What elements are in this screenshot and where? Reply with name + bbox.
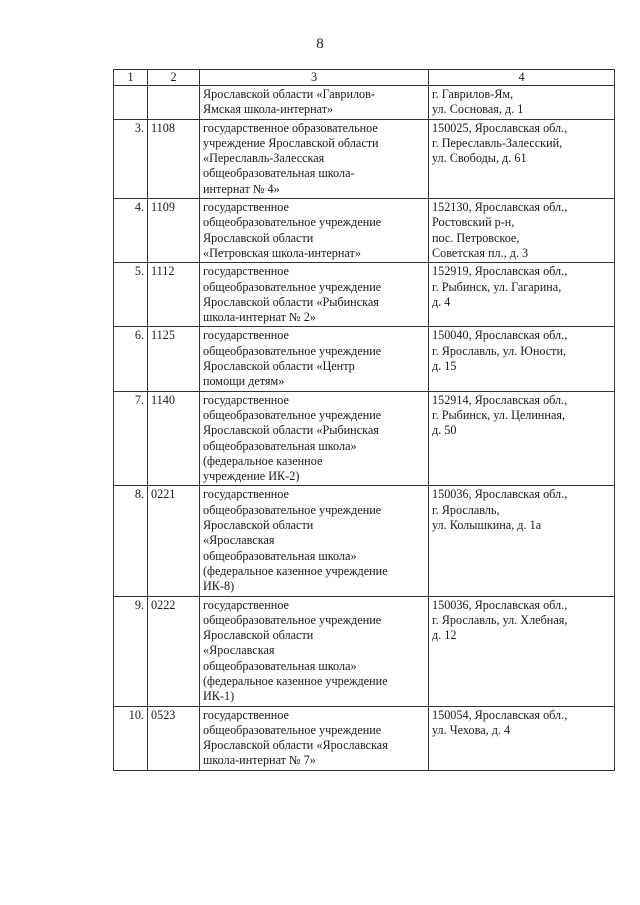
institution-name-line: государственное: [203, 264, 289, 279]
institution-address-line: Советская пл., д. 3: [432, 245, 529, 260]
institution-address-line: ул. Свободы, д. 61: [432, 151, 527, 166]
table-row: [114, 86, 615, 120]
institution-code: 0221: [148, 486, 200, 596]
institution-code: 1112: [148, 263, 200, 327]
row-number: 10.: [114, 706, 148, 770]
column-header-4: 4: [429, 70, 615, 86]
institution-name-line: Ямская школа-интернат»: [203, 102, 334, 117]
institution-code: 0523: [148, 706, 200, 770]
institution-name-line: интернат № 4»: [203, 181, 280, 196]
institution-address-line: пос. Петровское,: [432, 230, 520, 245]
table-row: [114, 486, 615, 596]
institution-address: [429, 706, 615, 770]
institution-address-line: г. Переславль-Залесский,: [432, 135, 563, 150]
institution-address-line: 152919, Ярославская обл.,: [432, 264, 568, 279]
institution-name-line: школа-интернат № 2»: [203, 310, 316, 325]
institution-code: 1109: [148, 199, 200, 263]
institution-address-line: ул. Колышкина, д. 1а: [432, 518, 542, 533]
row-number: 8.: [114, 486, 148, 596]
page-number: 8: [316, 36, 324, 52]
column-header-2: 2: [148, 70, 200, 86]
institution-address-line: 150036, Ярославская обл.,: [432, 597, 568, 612]
institution-name-line: ИК-8): [203, 579, 235, 594]
institution-address-line: 152914, Ярославская обл.,: [432, 392, 568, 407]
institution-address-line: 152130, Ярославская обл.,: [432, 200, 568, 215]
row-number: 3.: [114, 119, 148, 198]
institution-address: [429, 596, 615, 706]
institution-address-line: 150025, Ярославская обл.,: [432, 120, 568, 135]
institution-name-line: государственное образовательное: [203, 120, 378, 135]
institution-address-line: 150036, Ярославская обл.,: [432, 487, 568, 502]
institution-name-line: школа-интернат № 7»: [203, 753, 316, 768]
institution-name-line: общеобразовательная школа-: [203, 166, 355, 181]
institution-name-line: (федеральное казенное учреждение: [203, 563, 388, 578]
institutions-table: [113, 69, 615, 771]
institution-address-line: г. Рыбинск, ул. Гагарина,: [432, 279, 562, 294]
table-header-row: [114, 70, 615, 86]
institution-name-line: государственное: [203, 487, 289, 502]
institution-name-line: Ярославской области: [203, 518, 314, 533]
table-row: [114, 263, 615, 327]
table-row: [114, 199, 615, 263]
institution-name-line: общеобразовательная школа»: [203, 658, 357, 673]
institution-code: 1125: [148, 327, 200, 391]
institution-name-line: (федеральное казенное: [203, 453, 323, 468]
institution-address: [429, 199, 615, 263]
institution-address: [429, 86, 615, 120]
institution-name-line: общеобразовательное учреждение: [203, 612, 382, 627]
institution-address-line: д. 15: [432, 359, 457, 374]
row-number: 5.: [114, 263, 148, 327]
institution-name-line: общеобразовательная школа»: [203, 548, 357, 563]
institution-address-line: д. 4: [432, 294, 451, 309]
institution-name: [200, 706, 429, 770]
institution-address-line: 150040, Ярославская обл.,: [432, 328, 568, 343]
institution-address-line: г. Ярославль, ул. Хлебная,: [432, 612, 568, 627]
institution-name-line: (федеральное казенное учреждение: [203, 673, 388, 688]
table-row: [114, 119, 615, 198]
institution-address-line: г. Гаврилов-Ям,: [432, 87, 514, 101]
table-row: [114, 391, 615, 486]
row-number: 6.: [114, 327, 148, 391]
institution-name-line: «Ярославская: [203, 643, 275, 658]
institution-name-line: общеобразовательное учреждение: [203, 722, 382, 737]
institution-name: [200, 199, 429, 263]
institution-address-line: г. Ярославль,: [432, 502, 500, 517]
institution-address-line: д. 50: [432, 423, 457, 438]
institution-name-line: «Петровская школа-интернат»: [203, 245, 361, 260]
institution-name-line: государственное: [203, 392, 289, 407]
institution-name-line: общеобразовательное учреждение: [203, 407, 382, 422]
institution-name-line: учреждение Ярославской области: [203, 135, 379, 150]
institution-address-line: г. Рыбинск, ул. Целинная,: [432, 407, 566, 422]
institution-name-line: Ярославской области: [203, 628, 314, 643]
table-row: [114, 596, 615, 706]
institution-address-line: Ростовский р-н,: [432, 215, 515, 230]
institution-name-line: общеобразовательное учреждение: [203, 215, 382, 230]
institution-name-line: государственное: [203, 200, 289, 215]
institution-address: [429, 391, 615, 486]
institution-address-line: 150054, Ярославская обл.,: [432, 707, 568, 722]
institution-name-line: общеобразовательная школа»: [203, 438, 357, 453]
institution-address-line: д. 12: [432, 628, 457, 643]
institution-code: 0222: [148, 596, 200, 706]
institution-name-line: «Ярославская: [203, 533, 275, 548]
institution-address-line: ул. Сосновая, д. 1: [432, 102, 524, 117]
institution-name-line: Ярославской области «Рыбинская: [203, 423, 379, 438]
institution-name-line: Ярославской области «Гаврилов-: [203, 87, 375, 101]
table-row: [114, 327, 615, 391]
institution-address: [429, 486, 615, 596]
row-number: 7.: [114, 391, 148, 486]
institution-name-line: Ярославской области «Ярославская: [203, 738, 388, 753]
institution-name: [200, 486, 429, 596]
institution-code: [148, 86, 200, 120]
institution-name-line: государственное: [203, 707, 289, 722]
institution-name: [200, 596, 429, 706]
institution-address: [429, 263, 615, 327]
table-row: [114, 706, 615, 770]
institution-address-line: г. Ярославль, ул. Юности,: [432, 343, 567, 358]
institution-name-line: Ярославской области «Рыбинская: [203, 294, 379, 309]
row-number: [114, 86, 148, 120]
institution-name: [200, 391, 429, 486]
institution-name-line: Ярославской области «Центр: [203, 359, 355, 374]
table-body: [114, 86, 615, 771]
institution-name-line: общеобразовательное учреждение: [203, 343, 382, 358]
institution-name: [200, 263, 429, 327]
institution-name-line: «Переславль-Залесская: [203, 151, 325, 166]
column-header-1: 1: [114, 70, 148, 86]
institution-name-line: помощи детям»: [203, 374, 285, 389]
institution-name-line: Ярославской области: [203, 230, 314, 245]
institution-name: [200, 327, 429, 391]
institution-code: 1140: [148, 391, 200, 486]
institution-name: [200, 86, 429, 120]
row-number: 9.: [114, 596, 148, 706]
institution-name-line: государственное: [203, 597, 289, 612]
institution-name-line: учреждение ИК-2): [203, 469, 300, 484]
institution-name: [200, 119, 429, 198]
row-number: 4.: [114, 199, 148, 263]
institution-name-line: ИК-1): [203, 689, 235, 704]
institution-name-line: общеобразовательное учреждение: [203, 279, 382, 294]
institution-name-line: общеобразовательное учреждение: [203, 502, 382, 517]
column-header-3: 3: [200, 70, 429, 86]
institution-address-line: ул. Чехова, д. 4: [432, 722, 511, 737]
institution-address: [429, 327, 615, 391]
institution-name-line: государственное: [203, 328, 289, 343]
institution-address: [429, 119, 615, 198]
institution-code: 1108: [148, 119, 200, 198]
